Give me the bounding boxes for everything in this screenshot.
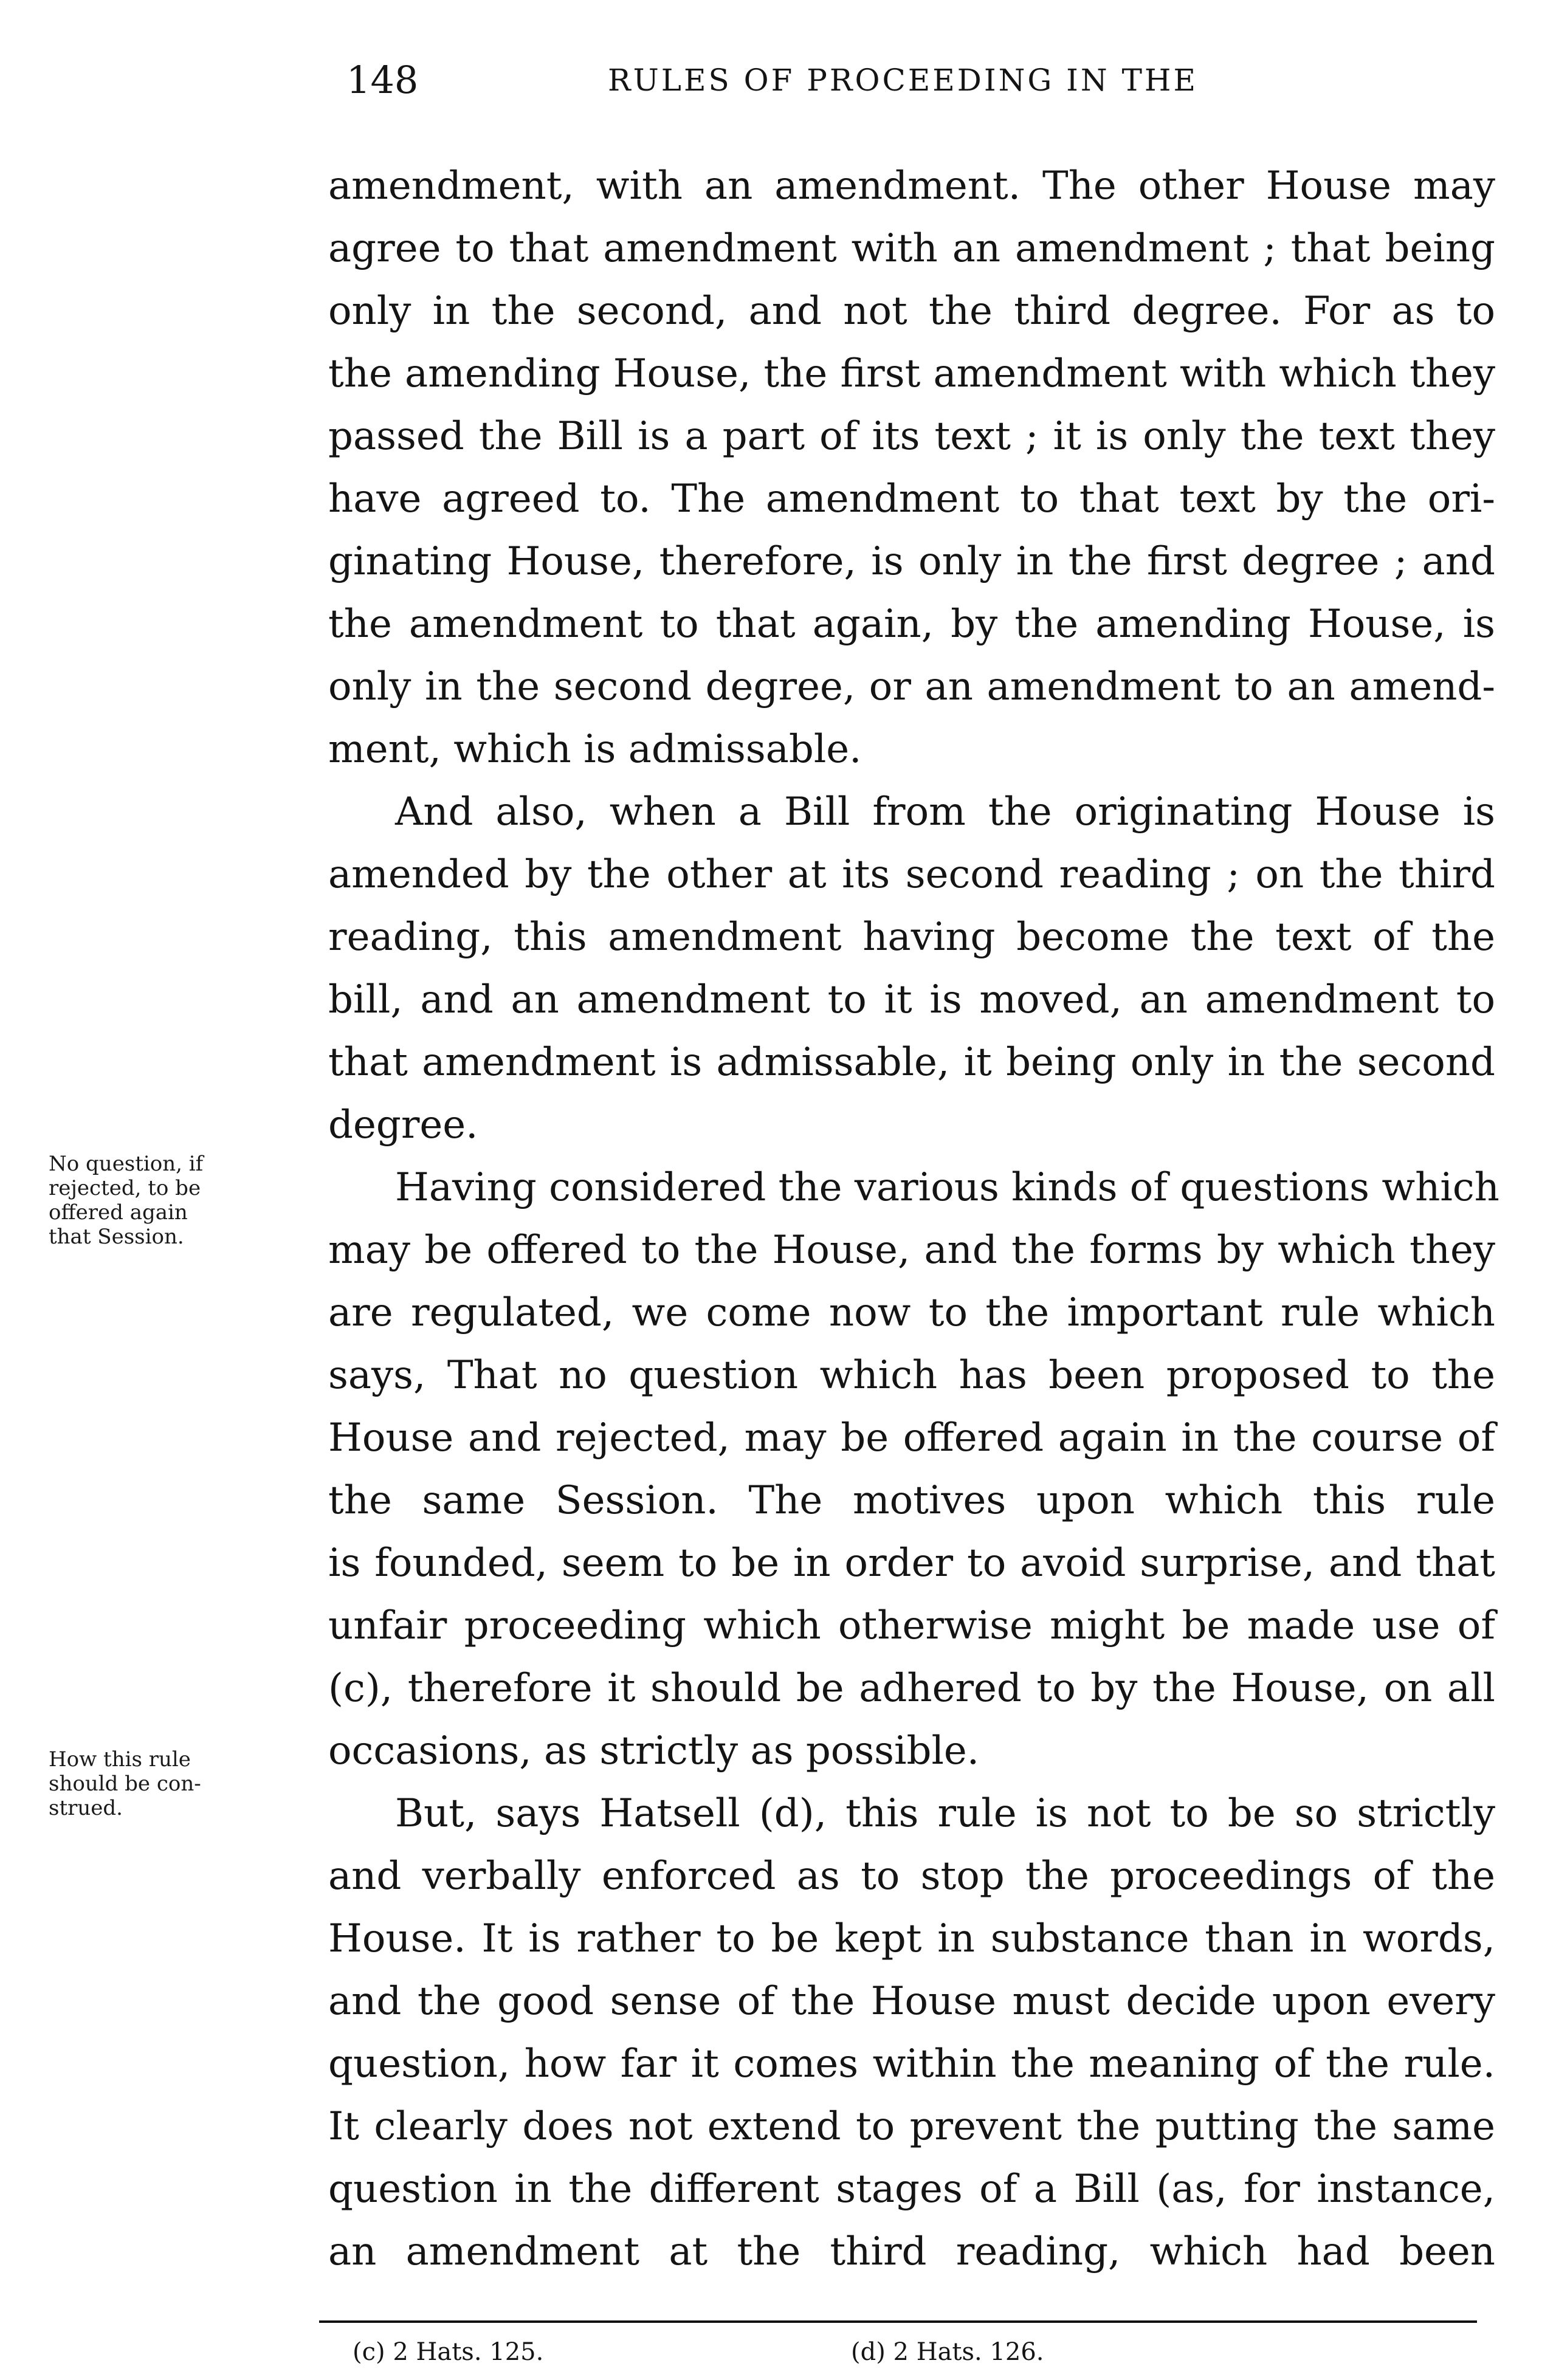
footnotes	[0, 2334, 1556, 2370]
text-line: unfair proceeding which otherwise might be made use of	[328, 1603, 1495, 1648]
text-line: bill, and an amendment to it is moved, an amendment to	[328, 977, 1495, 1022]
text-line: amended by the other at its second reading ; on the third	[328, 852, 1495, 897]
sidenote-line: strued.	[49, 1796, 123, 1820]
sidenote-line: How this rule	[49, 1747, 191, 1772]
text-line: ment, which is admissable.	[328, 727, 862, 772]
text-line: says, That no question which has been proposed to the	[328, 1353, 1495, 1398]
text-line: the amendment to that again, by the amending House, is	[328, 602, 1495, 647]
text-line: are regulated, we come now to the important rule which	[328, 1290, 1495, 1335]
text-line: may be offered to the House, and the forms by which they	[328, 1228, 1495, 1273]
text-line: and verbally enforced as to stop the proceedings of the	[328, 1854, 1495, 1899]
footnote-d: (d) 2 Hats. 126.	[851, 2338, 1044, 2366]
sidenote-line: rejected, to be	[49, 1176, 201, 1200]
text-line: degree.	[328, 1102, 478, 1147]
text-line: is founded, seem to be in order to avoid surprise, and that	[328, 1541, 1495, 1586]
text-line: passed the Bill is a part of its text ; it is only the text they	[328, 414, 1495, 459]
text-line: It clearly does not extend to prevent the putting the same	[328, 2104, 1495, 2149]
text-line: occasions, as strictly as possible.	[328, 1728, 980, 1773]
sidenote-no-question	[49, 1152, 304, 1249]
text-line: have agreed to. The amendment to that text by the ori-	[328, 476, 1495, 521]
sidenote-how-construed	[49, 1747, 304, 1820]
page-number: 148	[346, 58, 419, 102]
text-line: And also, when a Bill from the originating House is	[395, 789, 1495, 834]
text-line: question in the different stages of a Bill (as, for instance,	[328, 2167, 1495, 2212]
text-line: (c), therefore it should be adhered to by the House, on all	[328, 1666, 1495, 1711]
sidenote-line: that Session.	[49, 1225, 184, 1249]
footnote-c: (c) 2 Hats. 125.	[353, 2338, 544, 2366]
text-line: House and rejected, may be offered again in the course of	[328, 1415, 1495, 1460]
text-line: reading, this amendment having become the text of the	[328, 915, 1495, 960]
text-line: the same Session. The motives upon which this rule	[328, 1478, 1495, 1523]
text-line: House. It is rather to be kept in substance than in words,	[328, 1916, 1495, 1961]
text-line: Having considered the various kinds of questions which	[395, 1165, 1499, 1210]
text-line: the amending House, the first amendment with which they	[328, 351, 1495, 396]
text-line: only in the second, and not the third degree. For as to	[328, 289, 1495, 334]
text-line: amendment, with an amendment. The other House may	[328, 163, 1495, 208]
running-head: RULES OF PROCEEDING IN THE	[608, 63, 1199, 98]
body-text	[328, 155, 1499, 2283]
text-line: an amendment at the third reading, which had been	[328, 2229, 1495, 2274]
text-line: ginating House, therefore, is only in the first degree ; and	[328, 539, 1495, 584]
sidenote-line: offered again	[49, 1200, 188, 1225]
text-line: only in the second degree, or an amendment to an amend-	[328, 664, 1495, 709]
sidenote-line: No question, if	[49, 1152, 204, 1176]
text-line: But, says Hatsell (d), this rule is not to be so strictly	[395, 1791, 1495, 1836]
text-line: and the good sense of the House must decide upon every	[328, 1979, 1495, 2024]
text-line: that amendment is admissable, it being only in the second	[328, 1040, 1495, 1085]
text-line: agree to that amendment with an amendment ; that being	[328, 226, 1495, 271]
running-header	[0, 56, 1556, 105]
sidenote-line: should be con-	[49, 1772, 201, 1796]
text-line: question, how far it comes within the meaning of the rule.	[328, 2041, 1495, 2086]
footnote-divider	[319, 2320, 1477, 2323]
